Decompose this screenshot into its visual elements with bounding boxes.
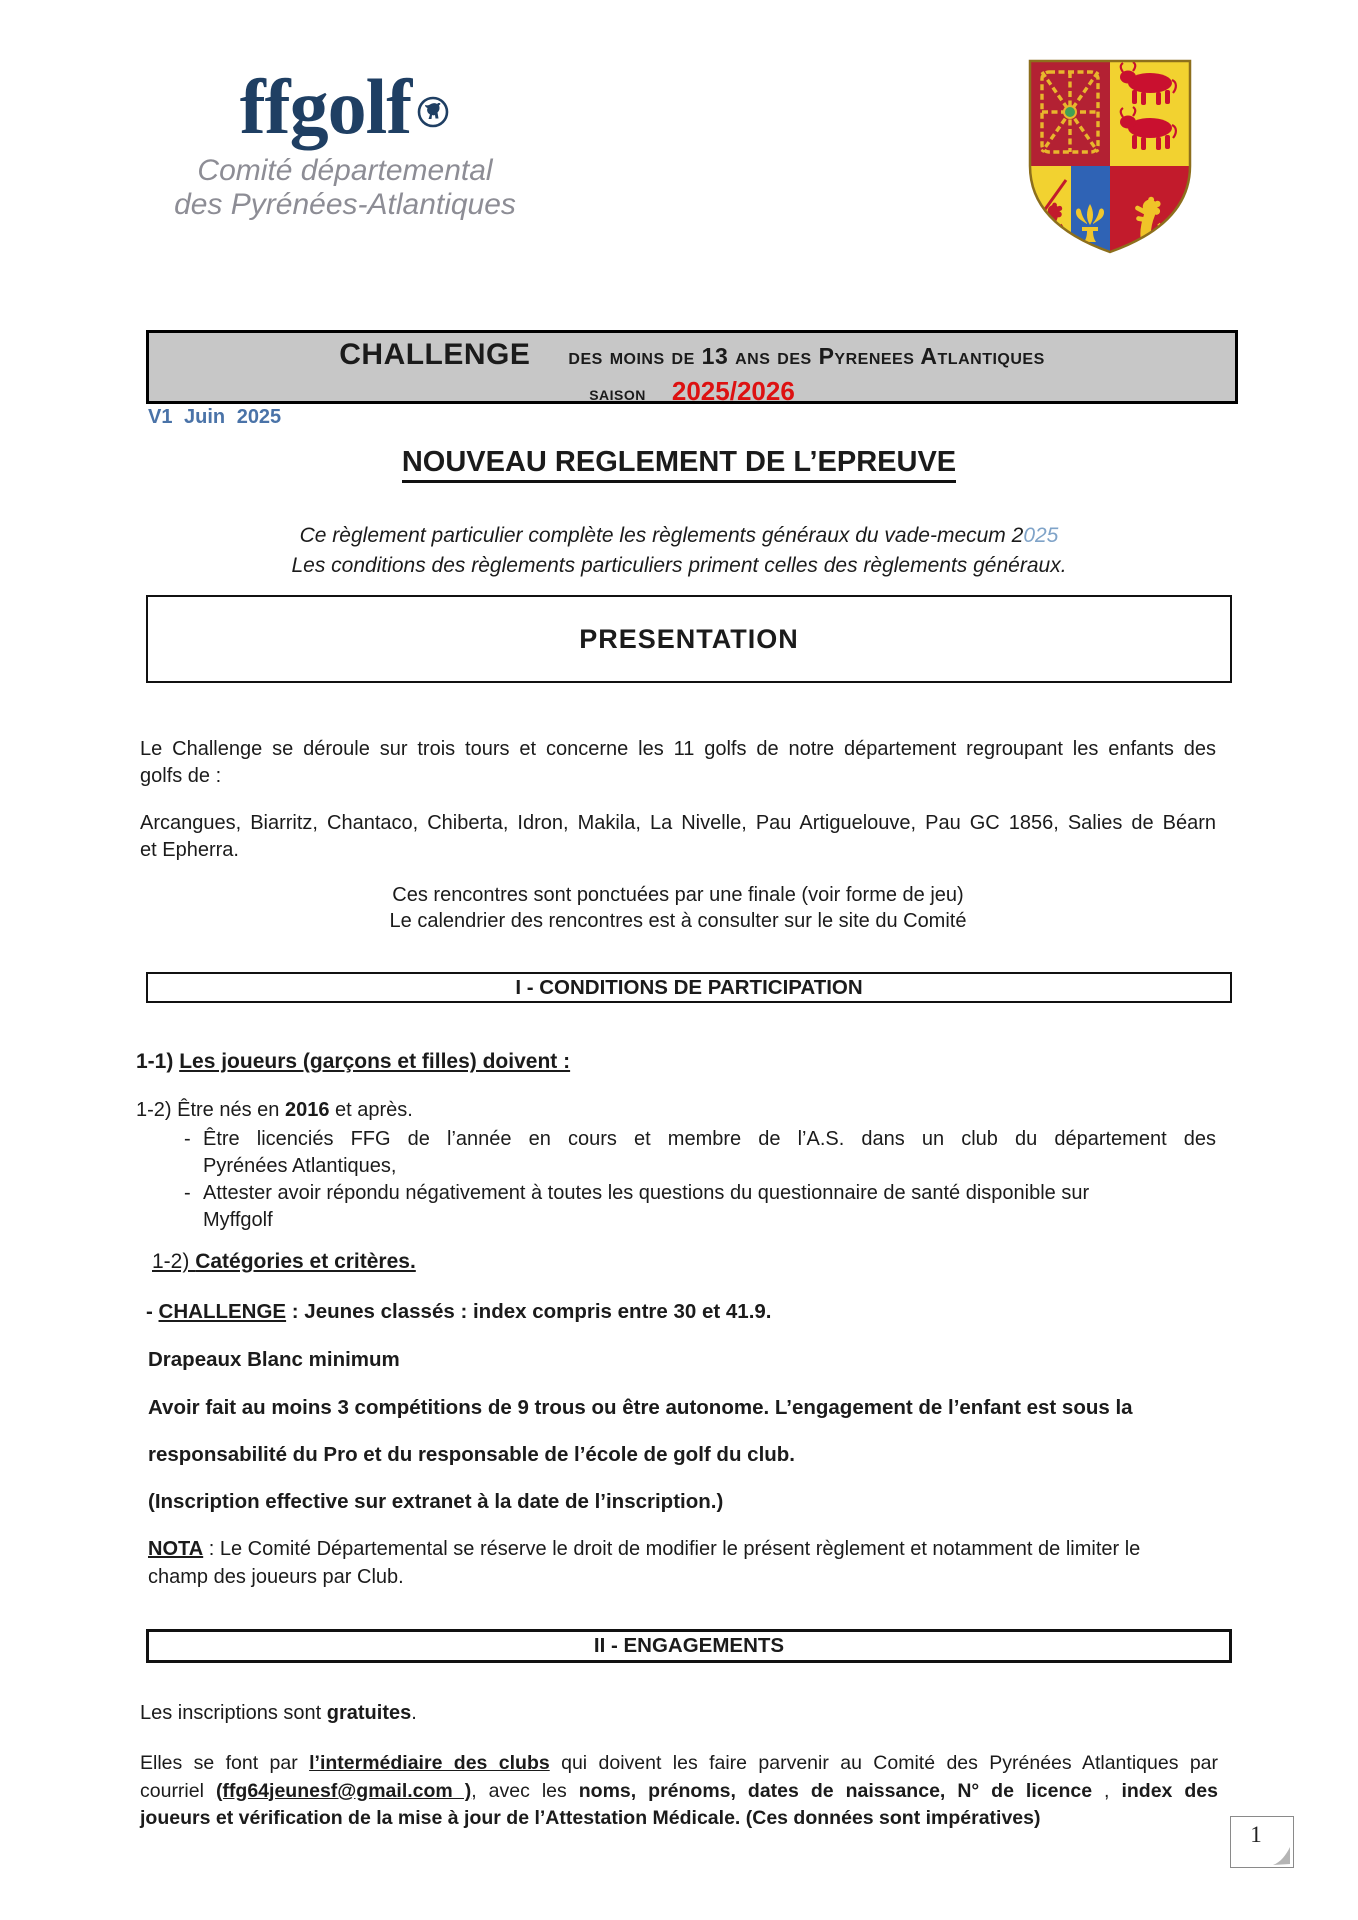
ffgolf-wordmark (138, 63, 552, 150)
challenge-criteria-line: - CHALLENGE : Jeunes classés : index compris entre 30 et 41.9. (146, 1300, 772, 1323)
season-value: 2025/2026 (671, 376, 795, 406)
bullet-dash: - (184, 1182, 191, 1204)
challenge-subtitle: des moins de 13 ans des Pyrenees Atlantiques (568, 343, 1045, 369)
section-2-heading-box (146, 1629, 1232, 1663)
free-registration-line: Les inscriptions sont gratuites. (140, 1702, 417, 1724)
registration-procedure-line3: joueurs et vérification de la mise à jour de l’Attestation Médicale. (Ces données sont impératives) (140, 1807, 1041, 1829)
ffgolf-logo (138, 63, 552, 222)
categories-heading: 1-2) Catégories et critères. (152, 1250, 416, 1273)
page-number: 1 (1250, 1822, 1262, 1847)
section-1-title: I - CONDITIONS DE PARTICIPATION (515, 975, 863, 999)
page-title (0, 446, 1358, 479)
nota-line1: NOTA : Le Comité Départemental se réserve le droit de modifier le présent règlement et notamment de limiter le (148, 1538, 1141, 1560)
registration-procedure-line2: courriel (ffg64jeunesf@gmail.com ), avec les noms, prénoms, dates de naissance, N° de licence , index des (140, 1779, 1218, 1802)
bullet-dash: - (184, 1128, 191, 1150)
presentation-section-box (146, 595, 1232, 683)
finale-note-line2: Le calendrier des rencontres est à consulter sur le site du Comité (389, 910, 967, 932)
intro-paragraph-line1: Le Challenge se déroule sur trois tours et concerne les 11 golfs de notre département regroupant les enfants des (140, 738, 1216, 760)
nota-label: NOTA (148, 1538, 204, 1560)
challenge-word: CHALLENGE (339, 338, 531, 371)
flags-line: Drapeaux Blanc minimum (148, 1348, 400, 1371)
clubs-list-line2: et Epherra. (140, 839, 239, 861)
intro-italic-block (140, 521, 1218, 581)
challenge-title-box (146, 330, 1238, 404)
clubs-list-paragraph (140, 810, 1216, 864)
finale-note-block (140, 882, 1216, 934)
version-note: V1 Juin 2025 (148, 406, 282, 428)
presentation-title: PRESENTATION (579, 623, 799, 654)
finale-note-line1: Ces rencontres sont ponctuées par une finale (voir forme de jeu) (392, 884, 964, 906)
rooster-registered-icon (416, 64, 450, 142)
intro-paragraph (140, 736, 1216, 790)
registration-procedure-paragraph (140, 1750, 1218, 1833)
logo-subtitle-line2: des Pyrénées-Atlantiques (174, 188, 516, 221)
registration-procedure-line1: Elles se font par l’intermédiaire des clubs qui doivent les faire parvenir au Comité des Pyrénées Atlantiques par (140, 1752, 1219, 1774)
page-number-box (1230, 1816, 1294, 1868)
section-1-heading-box (146, 972, 1232, 1003)
nota-line2: champ des joueurs par Club. (148, 1565, 404, 1588)
intro-line-2: Les conditions des règlements particuliers priment celles des règlements généraux. (291, 554, 1067, 577)
dog-ear-icon (1269, 1843, 1293, 1867)
logo-subtitle-line1: Comité départemental (197, 154, 493, 187)
autonomy-line1: Avoir fait au moins 3 compétitions de 9 trous ou être autonome. L’engagement de l’enfant est sous la (148, 1396, 1133, 1419)
players-heading: 1-1) Les joueurs (garçons et filles) doivent : (136, 1050, 571, 1073)
registration-note: (Inscription effective sur extranet à la date de l’inscription.) (148, 1490, 724, 1513)
pyrenees-atlantiques-coat-of-arms (1022, 56, 1198, 256)
license-bullet-line2: Pyrénées Atlantiques, (203, 1155, 397, 1177)
vademecum-year: 025 (1023, 524, 1059, 547)
license-bullet (203, 1126, 1216, 1180)
health-bullet-line2: Myffgolf (203, 1209, 273, 1231)
challenge-criteria-word: CHALLENGE (158, 1300, 287, 1323)
page-title-text: NOUVEAU REGLEMENT DE L’EPREUVE (402, 446, 956, 483)
birth-year-value: 2016 (284, 1099, 330, 1121)
season-label: saison (589, 383, 646, 405)
autonomy-line2: responsabilité du Pro et du responsable de l’école de golf du club. (148, 1443, 796, 1466)
birth-year-line: 1-2) Être nés en 2016 et après. (136, 1099, 413, 1121)
contact-email-link[interactable]: (ffg64jeunesf@gmail.com ) (215, 1779, 472, 1802)
license-bullet-line1: Être licenciés FFG de l’année en cours et membre de l’A.S. dans un club du département des (203, 1128, 1216, 1150)
clubs-list-line1: Arcangues, Biarritz, Chantaco, Chiberta, Idron, Makila, La Nivelle, Pau Artiguelouve, Pau GC 1856, Salies de Béarn (140, 812, 1216, 834)
nota-paragraph (148, 1536, 1220, 1591)
health-bullet (203, 1180, 1216, 1234)
intro-paragraph-line2: golfs de : (140, 765, 222, 787)
section-2-title: II - ENGAGEMENTS (593, 1634, 785, 1657)
intro-line-1: Ce règlement particulier complète les règlements généraux du vade-mecum 2025 (299, 524, 1059, 547)
health-bullet-line1: Attester avoir répondu négativement à toutes les questions du questionnaire de santé disponible sur (203, 1182, 1090, 1204)
ffgolf-brand-text: ffgolf (239, 63, 412, 150)
